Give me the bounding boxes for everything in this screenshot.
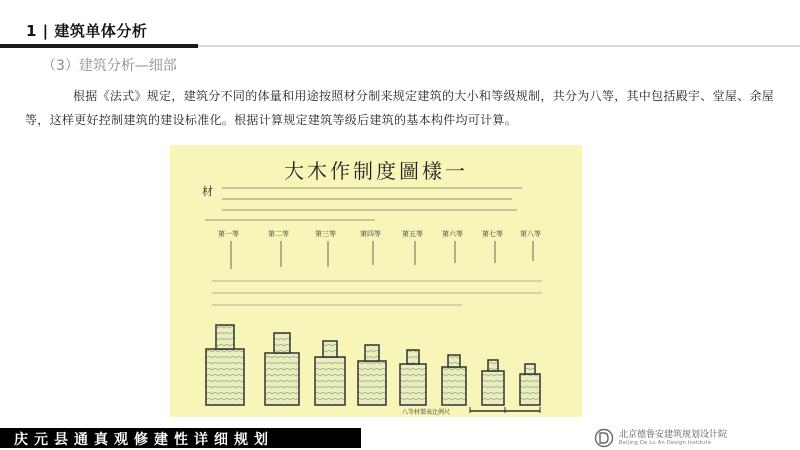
- header-rule: [0, 44, 198, 48]
- timber-grade-figure: [170, 145, 582, 417]
- rank-label: 第二等: [268, 230, 289, 238]
- figure-scale-note: 八等材製表比例尺: [402, 409, 451, 416]
- rank-label: 第一等: [218, 230, 239, 238]
- page-title: 1 | 建筑单体分析: [26, 22, 148, 40]
- rank-label: 第八等: [520, 230, 541, 238]
- header: [0, 0, 800, 48]
- company-name: 北京德鲁安建筑规划设计院: [619, 430, 728, 440]
- timber-blocks-drawing: [170, 145, 582, 417]
- figure-title: 大木作制度圖樣一: [284, 159, 468, 183]
- figure-side-char: 材: [202, 185, 213, 198]
- rank-label: 第六等: [442, 230, 463, 238]
- rank-label: 第七等: [482, 230, 503, 238]
- header-divider: [198, 45, 800, 47]
- rank-label: 第五等: [402, 230, 423, 238]
- body-paragraph: 根据《法式》规定，建筑分不同的体量和用途按照材分制来规定建筑的大小和等级规制，共分为八等，其中包括殿宇、堂屋、余屋等，这样更好控制建筑的建设标准化。根据计算规定建筑等级后建筑的基本构件均可计算。: [25, 89, 775, 127]
- company-logo-icon: [594, 428, 614, 448]
- rank-label: 第三等: [315, 230, 336, 238]
- footer-banner: [0, 428, 361, 448]
- company-name-en: Beijing De Lu An Design Institute: [619, 440, 712, 446]
- section-subtitle: （3）建筑分析—细部: [42, 58, 177, 74]
- project-title: 庆元县通真观修建性详细规划: [14, 432, 274, 448]
- rank-label: 第四等: [360, 230, 381, 238]
